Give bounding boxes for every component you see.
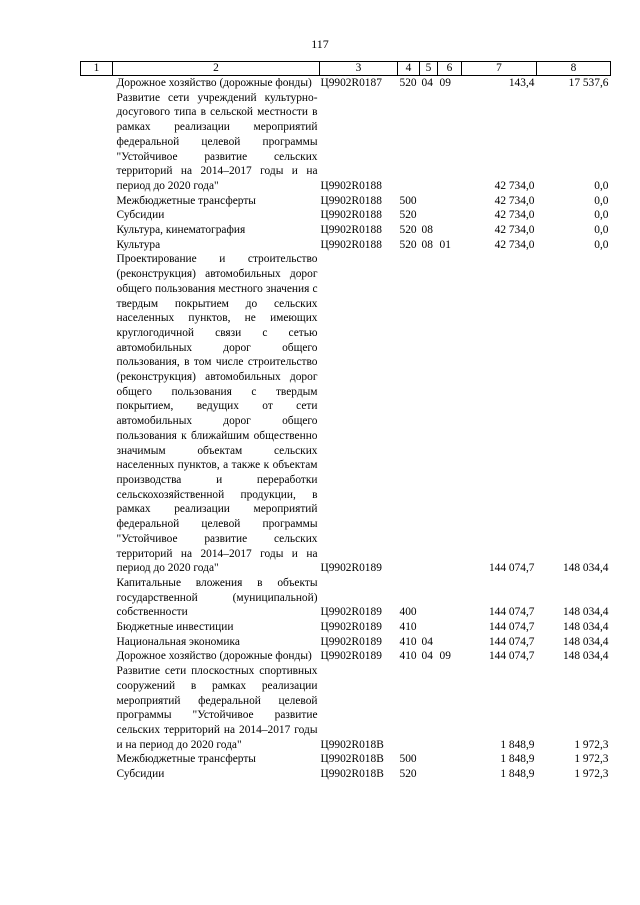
row-number-cell bbox=[81, 752, 113, 767]
amount-year2-cell: 148 034,4 bbox=[562, 621, 609, 634]
subsection-cell bbox=[438, 752, 462, 767]
expense-type-cell: 410 bbox=[399, 621, 417, 634]
row-number-cell bbox=[81, 649, 113, 664]
row-name-cell: Развитие сети учреждений культурно-досугового типа в сельской местности в рамках реализации мероприятий федеральной целевой программы "Устойчивое развитие сельских территорий на 2014–2017 годы и на период до 2020 года" bbox=[116, 91, 318, 192]
row-name-cell: Капитальные вложения в объекты государственной (муниципальной) собственности bbox=[116, 576, 318, 619]
row-name-cell: Проектирование и строительство (реконструкция) автомобильных дорог общего пользования местного значения с твердым покрытием до сельских населенных пунктов, не имеющих круглогодичной связи с сетью автомобильных дорог общего пользования, в том числе строительство (реконструкция) автомобильных дорог общего пользования с твердым покрытием, ведущих от сети автомобильных дорог общего пользования к ближайшим общественно значимым объектам сельских населенных пунктов, а также к объектам производства и переработки сельскохозяйственной продукции, в рамках реализации мероприятий федеральной целевой программы "Устойчивое развитие сельских территорий на 2014–2017 годы и на период до 2020 года" bbox=[116, 253, 318, 575]
target-article-cell: Ц9902R0189 bbox=[320, 562, 382, 575]
section-cell bbox=[420, 194, 438, 209]
section-cell bbox=[420, 576, 438, 620]
row-number-cell bbox=[81, 194, 113, 209]
amount-year2-cell: 0,0 bbox=[594, 179, 609, 192]
row-name-cell: Субсидии bbox=[116, 768, 165, 781]
row-number-cell bbox=[81, 635, 113, 650]
row-number-cell bbox=[81, 664, 113, 752]
amount-year1-cell: 144 074,7 bbox=[488, 606, 535, 619]
amount-year1-cell: 143,4 bbox=[508, 77, 535, 89]
section-cell: 04 bbox=[421, 650, 433, 663]
target-article-cell: Ц9902R0188 bbox=[320, 194, 382, 207]
target-article-cell: Ц9902R0189 bbox=[320, 635, 382, 648]
amount-year2-cell: 148 034,4 bbox=[562, 650, 609, 663]
row-name-cell: Культура, кинематография bbox=[116, 224, 246, 237]
table-row bbox=[81, 91, 611, 194]
row-name-cell: Развитие сети плоскостных спортивных сооружений в рамках реализации мероприятий федеральной целевой программы "Устойчивое развитие сельских территорий на 2014–2017 годы и на период до 2020 года" bbox=[116, 665, 318, 751]
subsection-cell bbox=[438, 252, 462, 575]
column-header-7: 7 bbox=[462, 62, 537, 76]
amount-year1-cell: 1 848,9 bbox=[500, 768, 535, 781]
target-article-cell: Ц9902R0188 bbox=[320, 238, 382, 251]
table-row bbox=[81, 635, 611, 650]
expense-type-cell: 500 bbox=[399, 753, 417, 766]
row-number-cell bbox=[81, 76, 113, 91]
subsection-cell bbox=[438, 635, 462, 650]
expense-type-cell bbox=[398, 664, 420, 752]
row-number-cell bbox=[81, 620, 113, 635]
amount-year2-cell: 1 972,3 bbox=[574, 768, 609, 781]
section-cell bbox=[420, 620, 438, 635]
amount-year1-cell: 144 074,7 bbox=[488, 650, 535, 663]
expense-type-cell: 410 bbox=[399, 635, 417, 648]
subsection-cell bbox=[438, 194, 462, 209]
row-name-cell: Субсидии bbox=[116, 209, 165, 222]
table-row bbox=[81, 752, 611, 767]
amount-year1-cell: 42 734,0 bbox=[494, 209, 535, 222]
target-article-cell: Ц9902R0187 bbox=[320, 77, 382, 89]
row-number-cell bbox=[81, 238, 113, 253]
section-cell bbox=[420, 208, 438, 223]
target-article-cell: Ц9902R0188 bbox=[320, 179, 382, 192]
table-row bbox=[81, 238, 611, 253]
target-article-cell: Ц9902R0189 bbox=[320, 606, 382, 619]
target-article-cell: Ц9902R0189 bbox=[320, 650, 382, 663]
table-header-row bbox=[81, 62, 611, 76]
table-row bbox=[81, 649, 611, 664]
row-name-cell: Культура bbox=[116, 238, 161, 251]
column-header-3: 3 bbox=[320, 62, 398, 76]
section-cell bbox=[420, 752, 438, 767]
amount-year1-cell: 42 734,0 bbox=[494, 179, 535, 192]
amount-year1-cell: 144 074,7 bbox=[488, 635, 535, 648]
section-cell: 08 bbox=[421, 224, 433, 237]
expense-type-cell: 520 bbox=[399, 224, 417, 237]
target-article-cell: Ц9902R0188 bbox=[320, 209, 382, 222]
subsection-cell bbox=[438, 208, 462, 223]
amount-year2-cell: 148 034,4 bbox=[562, 606, 609, 619]
column-header-8: 8 bbox=[537, 62, 611, 76]
expense-type-cell bbox=[398, 91, 420, 194]
amount-year2-cell: 148 034,4 bbox=[562, 562, 609, 575]
expense-type-cell: 520 bbox=[399, 209, 417, 222]
subsection-cell: 09 bbox=[439, 650, 451, 663]
subsection-cell bbox=[438, 91, 462, 194]
row-name-cell: Дорожное хозяйство (дорожные фонды) bbox=[116, 650, 312, 663]
expense-type-cell: 400 bbox=[399, 606, 417, 619]
amount-year2-cell: 0,0 bbox=[594, 224, 609, 237]
table-row bbox=[81, 664, 611, 752]
table-row bbox=[81, 576, 611, 620]
amount-year1-cell: 144 074,7 bbox=[488, 621, 535, 634]
row-number-cell bbox=[81, 223, 113, 238]
expense-type-cell: 520 bbox=[399, 77, 417, 89]
target-article-cell: Ц9902R0189 bbox=[320, 621, 382, 634]
table-row bbox=[81, 208, 611, 223]
subsection-cell bbox=[438, 620, 462, 635]
target-article-cell: Ц9902R0188 bbox=[320, 224, 382, 237]
column-header-2: 2 bbox=[113, 62, 320, 76]
table-body bbox=[81, 76, 611, 782]
table-row bbox=[81, 223, 611, 238]
page-number: 117 bbox=[311, 37, 329, 51]
expense-type-cell: 500 bbox=[399, 194, 417, 207]
row-number-cell bbox=[81, 767, 113, 782]
section-cell: 04 bbox=[421, 77, 433, 89]
expense-type-cell: 520 bbox=[399, 768, 417, 781]
expense-type-cell: 520 bbox=[399, 238, 417, 251]
budget-table bbox=[80, 61, 611, 782]
expense-type-cell: 410 bbox=[399, 650, 417, 663]
expense-type-cell bbox=[398, 252, 420, 575]
subsection-cell bbox=[438, 576, 462, 620]
table-row bbox=[81, 252, 611, 575]
amount-year1-cell: 42 734,0 bbox=[494, 194, 535, 207]
subsection-cell: 01 bbox=[439, 238, 451, 251]
amount-year1-cell: 144 074,7 bbox=[488, 562, 535, 575]
table-row bbox=[81, 76, 611, 91]
subsection-cell bbox=[438, 664, 462, 752]
amount-year2-cell: 0,0 bbox=[594, 238, 609, 251]
row-number-cell bbox=[81, 91, 113, 194]
amount-year2-cell: 1 972,3 bbox=[574, 753, 609, 766]
column-header-1: 1 bbox=[81, 62, 113, 76]
row-name-cell: Межбюджетные трансферты bbox=[116, 753, 256, 766]
target-article-cell: Ц9902R018B bbox=[320, 738, 384, 751]
row-name-cell: Межбюджетные трансферты bbox=[116, 194, 256, 207]
amount-year1-cell: 1 848,9 bbox=[500, 753, 535, 766]
row-number-cell bbox=[81, 208, 113, 223]
table-row bbox=[81, 767, 611, 782]
section-cell bbox=[420, 252, 438, 575]
row-name-cell: Дорожное хозяйство (дорожные фонды) bbox=[116, 77, 312, 89]
column-header-5: 5 bbox=[420, 62, 438, 76]
section-cell: 08 bbox=[421, 238, 433, 251]
section-cell bbox=[420, 664, 438, 752]
section-cell bbox=[420, 767, 438, 782]
amount-year1-cell: 1 848,9 bbox=[500, 738, 535, 751]
section-cell bbox=[420, 91, 438, 194]
row-number-cell bbox=[81, 576, 113, 620]
amount-year1-cell: 42 734,0 bbox=[494, 238, 535, 251]
amount-year1-cell: 42 734,0 bbox=[494, 224, 535, 237]
amount-year2-cell: 0,0 bbox=[594, 194, 609, 207]
subsection-cell: 09 bbox=[439, 77, 451, 89]
row-number-cell bbox=[81, 252, 113, 575]
subsection-cell bbox=[438, 767, 462, 782]
target-article-cell: Ц9902R018B bbox=[320, 753, 384, 766]
row-name-cell: Национальная экономика bbox=[116, 635, 240, 648]
amount-year2-cell: 0,0 bbox=[594, 209, 609, 222]
column-header-4: 4 bbox=[398, 62, 420, 76]
section-cell: 04 bbox=[421, 635, 433, 648]
amount-year2-cell: 148 034,4 bbox=[562, 635, 609, 648]
table-row bbox=[81, 620, 611, 635]
subsection-cell bbox=[438, 223, 462, 238]
table-row bbox=[81, 194, 611, 209]
amount-year2-cell: 17 537,6 bbox=[568, 77, 609, 89]
amount-year2-cell: 1 972,3 bbox=[574, 738, 609, 751]
row-name-cell: Бюджетные инвестиции bbox=[116, 621, 234, 634]
column-header-6: 6 bbox=[438, 62, 462, 76]
target-article-cell: Ц9902R018B bbox=[320, 768, 384, 781]
